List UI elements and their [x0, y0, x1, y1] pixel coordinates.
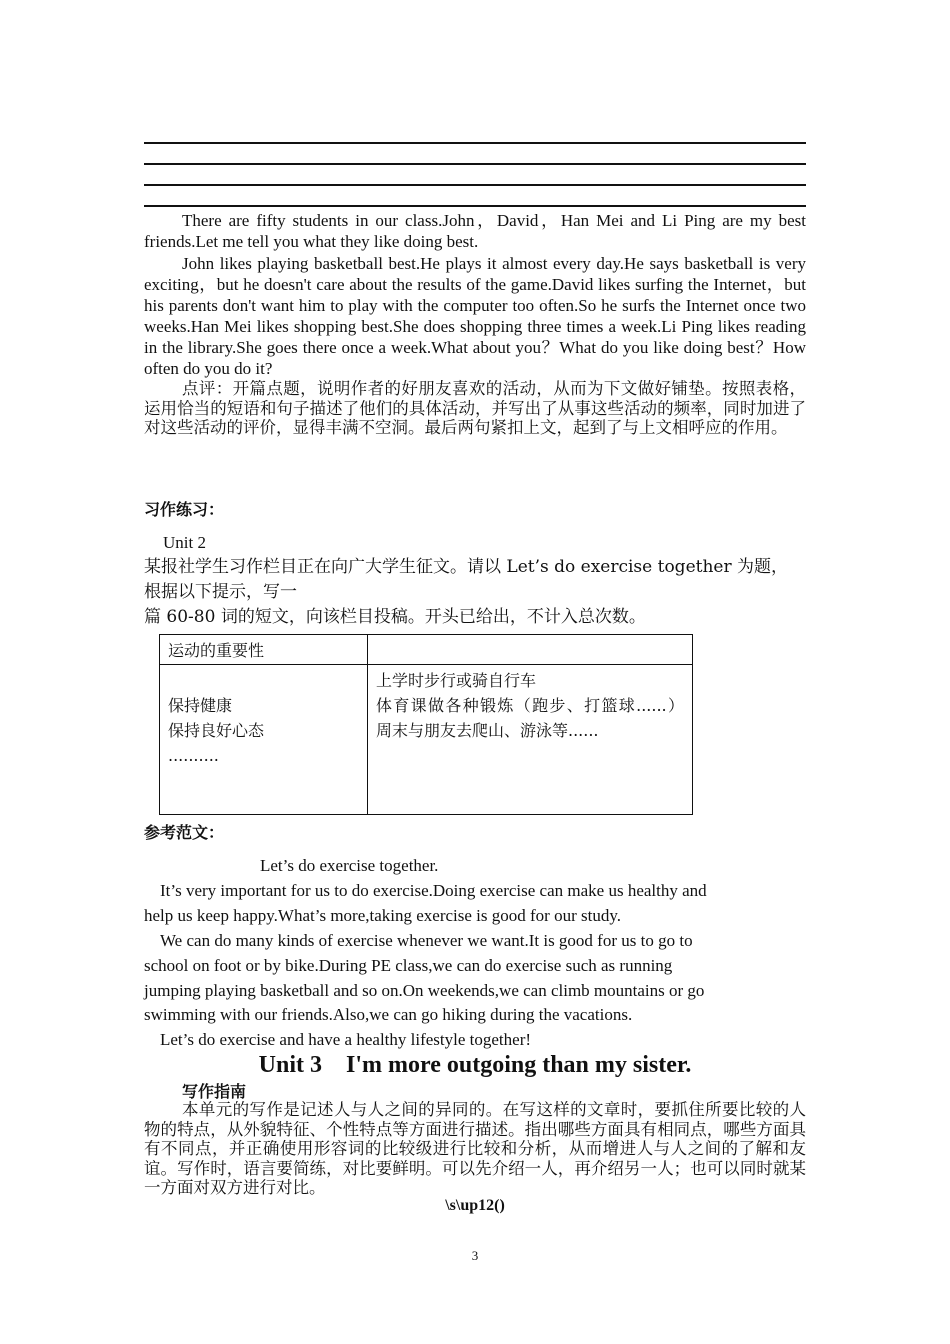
- benefit-item: ..........: [168, 746, 219, 765]
- prompt-line-1: 某报社学生习作栏目正在向广大学生征文。请以 Let’s do exercise together 为题，: [144, 557, 788, 577]
- sample-paragraph-1: There are fifty students in our class.John，David，Han Mei and Li Ping are my best friends.Let me tell you what they like doing best.: [144, 211, 806, 251]
- tips-header-right: [368, 635, 693, 665]
- reference-line: help us keep happy.What’s more,taking exercise is good for our study.: [144, 906, 621, 925]
- tips-header-left: 运动的重要性: [160, 635, 368, 665]
- reference-line: school on foot or by bike.During PE class,we can do exercise such as running: [144, 956, 673, 975]
- unit-2-label: Unit 2: [163, 533, 206, 552]
- tips-table: [159, 634, 693, 815]
- writing-guide-heading: 写作指南: [182, 1082, 247, 1101]
- benefit-item: 保持健康: [168, 696, 233, 715]
- reference-line: jumping playing basketball and so on.On weekends,we can climb mountains or go: [144, 981, 705, 1000]
- tips-benefits-cell: [160, 665, 368, 815]
- answer-line-3: [144, 184, 806, 186]
- reference-line: We can do many kinds of exercise whenever we want.It is good for us to go to: [160, 931, 693, 950]
- reference-line: Let’s do exercise and have a healthy lifestyle together!: [160, 1030, 532, 1049]
- field-code: \s\up12(): [445, 1197, 505, 1214]
- writing-guide-text: 本单元的写作是记述人与人之间的异同的。在写这样的文章时，要抓住所要比较的人物的特点，从外貌特征、个性特点等方面进行描述。指出哪些方面具有相同点，哪些方面具有不同点，并正确使用形容词的比较级进行比较和分析，从而增进人与人之间的了解和友谊。写作时，语言要简练，对比要鲜明。可以先介绍一人，再介绍另一人；也可以同时就某一方面对双方进行对比。: [144, 1100, 806, 1197]
- reference-title: Let’s do exercise together.: [260, 856, 439, 875]
- activity-item: 上学时步行或骑自行车: [376, 671, 537, 690]
- reference-line: It’s very important for us to do exercise.Doing exercise can make us healthy and: [160, 881, 707, 900]
- sample-paragraph-2: John likes playing basketball best.He plays it almost every day.He says basketball is very exciting，but he doesn't care about the results of the game.David likes surfing the Internet，but his parents don't want him to play with the computer too often.So he surfs the Internet once two weeks.Han Mei likes shopping best.She does shopping three times a week.Li Ping likes reading in the library.She goes there once a week.What about you？What do you like doing best？How often do you do it?: [144, 254, 806, 378]
- prompt-line-3: 篇 60-80 词的短文，向该栏目投稿。开头已给出，不计入总次数。: [144, 607, 646, 627]
- prompt-line-2: 根据以下提示，写一: [144, 582, 297, 602]
- activity-item: 周末与朋友去爬山、游泳等......: [376, 721, 599, 740]
- reference-heading: 参考范文：: [144, 823, 225, 842]
- sample-comment: 点评：开篇点题，说明作者的好朋友喜欢的活动，从而为下文做好铺垫。按照表格，运用恰当的短语和句子描述了他们的具体活动，并写出了从事这些活动的频率，同时加进了对这些活动的评价，显得丰满不空洞。最后两句紧扣上文，起到了与上文相呼应的作用。: [144, 379, 806, 437]
- tips-activities-cell: [368, 665, 693, 815]
- activity-item: 体育课做各种锻炼（跑步、打篮球......）: [376, 696, 684, 715]
- answer-line-2: [144, 163, 806, 165]
- reference-line: swimming with our friends.Also,we can go hiking during the vacations.: [144, 1005, 633, 1024]
- answer-line-4: [144, 205, 806, 207]
- page-number: 3: [471, 1248, 479, 1263]
- benefit-item: 保持良好心态: [168, 721, 265, 740]
- answer-line-1: [144, 142, 806, 144]
- unit-3-title: Unit 3 I'm more outgoing than my sister.: [258, 1052, 692, 1078]
- practice-heading: 习作练习：: [144, 500, 225, 519]
